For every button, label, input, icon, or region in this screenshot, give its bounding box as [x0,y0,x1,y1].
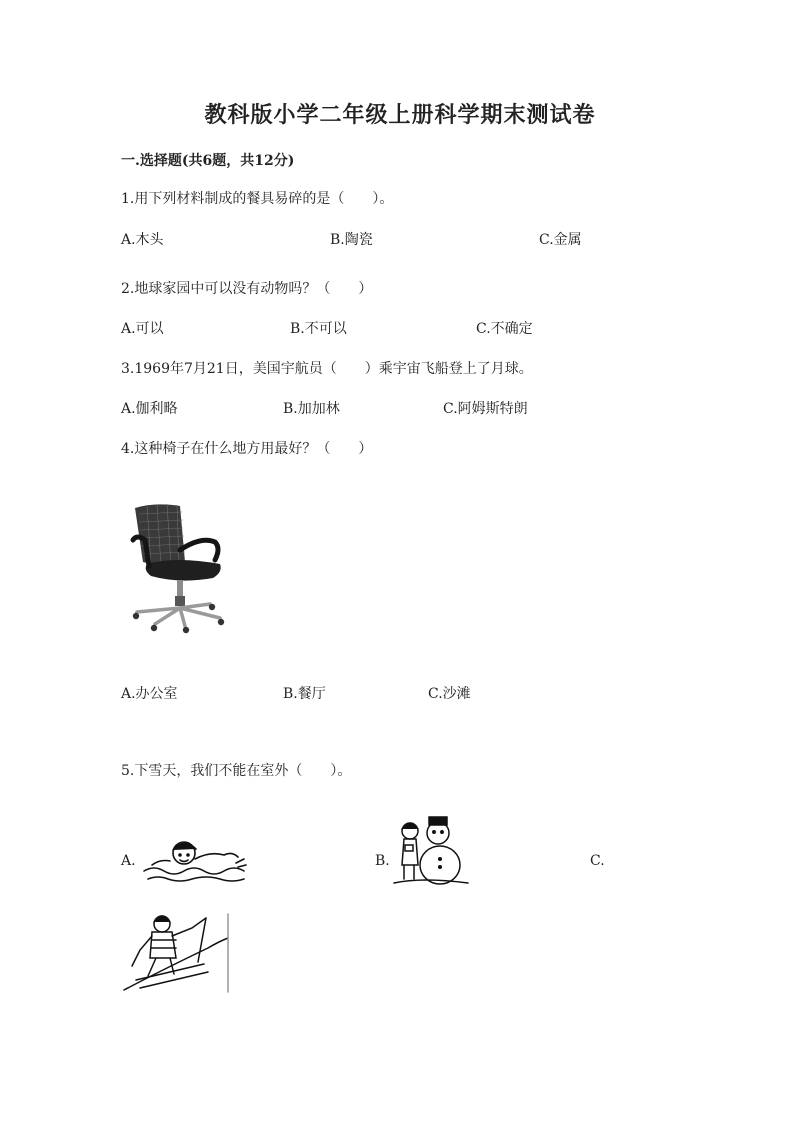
question-4-option-a[interactable]: A.办公室 [121,686,178,702]
question-4-stem: 4.这种椅子在什么地方用最好？（ ） [121,441,373,457]
page-title: 教科版小学二年级上册科学期末测试卷 [204,102,596,128]
section-heading: 一.选择题(共6题，共12分) [121,153,295,169]
question-3-stem: 3.1969年7月21日，美国宇航员（ ）乘宇宙飞船登上了月球。 [121,361,533,377]
snowman-child-icon [392,815,470,890]
question-2-option-a[interactable]: A.可以 [121,321,164,337]
skiing-child-icon [122,910,232,995]
question-2-option-c[interactable]: C.不确定 [476,321,533,337]
question-2-stem: 2.地球家园中可以没有动物吗？（ ） [121,281,373,297]
question-1-option-c[interactable]: C.金属 [539,232,582,248]
question-4-option-b[interactable]: B.餐厅 [283,686,326,702]
question-3-option-c[interactable]: C.阿姆斯特朗 [443,401,528,417]
question-1-stem: 1.用下列材料制成的餐具易碎的是（ ）。 [121,191,394,207]
question-1-option-b[interactable]: B.陶瓷 [330,232,373,248]
question-3-option-b[interactable]: B.加加林 [283,401,340,417]
office-chair-icon [125,500,230,635]
swimming-child-icon [140,835,250,890]
question-5-option-b[interactable]: B. [375,853,390,869]
question-1-option-a[interactable]: A.木头 [121,232,164,248]
question-5-option-a[interactable]: A. [121,853,136,869]
question-3-option-a[interactable]: A.伽利略 [121,401,178,417]
question-5-stem: 5.下雪天，我们不能在室外（ ）。 [121,763,352,779]
question-5-option-c[interactable]: C. [590,853,605,869]
question-2-option-b[interactable]: B.不可以 [290,321,347,337]
question-4-option-c[interactable]: C.沙滩 [428,686,471,702]
